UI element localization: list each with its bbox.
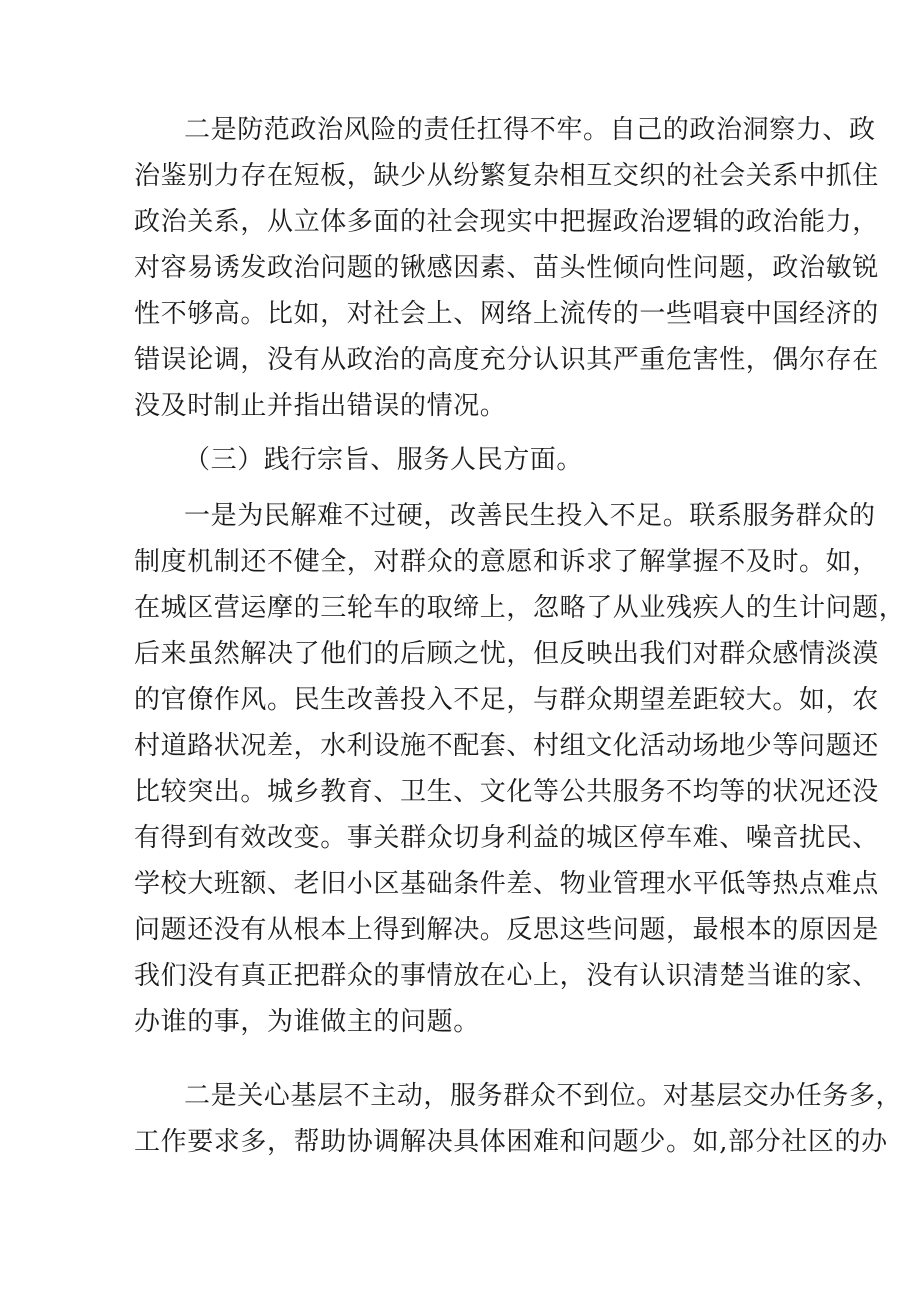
paragraph-line: 对容易诱发政治问题的锹感因素、苗头性倾向性问题，政治敏锐 [134, 253, 879, 283]
paragraph-line: 治鉴别力存在短板，缺少从纷繁复杂相互交织的社会关系中抓住 [134, 161, 879, 191]
paragraph-line: 学校大班额、老旧小区基础条件差、物业管理水平低等热点难点 [134, 869, 879, 899]
paragraph-line: 后来虽然解决了他们的后顾之忧，但反映出我们对群众感情淡漠 [134, 639, 879, 669]
paragraph-line: 错误论调，没有从政治的高度充分认识其严重危害性，偶尔存在 [134, 345, 879, 375]
paragraph-line: 我们没有真正把群众的事情放在心上，没有认识清楚当谁的家、 [134, 961, 879, 991]
paragraph-line: 有得到有效改变。事关群众切身利益的城区停车难、噪音扰民、 [134, 823, 879, 853]
paragraph-line: 办谁的事，为谁做主的问题。 [134, 1007, 480, 1037]
paragraph-line: 政治关系，从立体多面的社会现实中把握政治逻辑的政治能力， [134, 207, 879, 237]
paragraph-line: 制度机制还不健全，对群众的意愿和诉求了解掌握不及时。如， [134, 547, 879, 577]
paragraph-line: 村道路状况差，水利设施不配套、村组文化活动场地少等问题还 [134, 731, 879, 761]
paragraph-line: 二是防范政治风险的责任扛得不牢。自己的政治洞察力、政 [184, 115, 876, 145]
paragraph-line: 在城区营运摩的三轮车的取缔上，忽略了从业残疾人的生计问题， [134, 593, 906, 623]
paragraph-line: 二是关心基层不主动，服务群众不到位。对基层交办任务多， [184, 1081, 903, 1111]
section-heading: （三）践行宗旨、服务人民方面。 [184, 445, 584, 475]
paragraph-line: 工作要求多，帮助协调解决具体困难和问题少。如,部分社区的办 [134, 1127, 888, 1157]
paragraph-line: 没及时制止并指出错误的情况。 [134, 391, 507, 421]
paragraph-line: 一是为民解难不过硬，改善民生投入不足。联系服务群众的 [184, 501, 876, 531]
paragraph-line: 的官僚作风。民生改善投入不足，与群众期望差距较大。如，农 [134, 685, 879, 715]
paragraph-line: 性不够高。比如，对社会上、网络上流传的一些唱衰中国经济的 [134, 299, 879, 329]
paragraph-line: 问题还没有从根本上得到解决。反思这些问题，最根本的原因是 [134, 915, 879, 945]
paragraph-line: 比较突出。城乡教育、卫生、文化等公共服务不均等的状况还没 [134, 777, 879, 807]
